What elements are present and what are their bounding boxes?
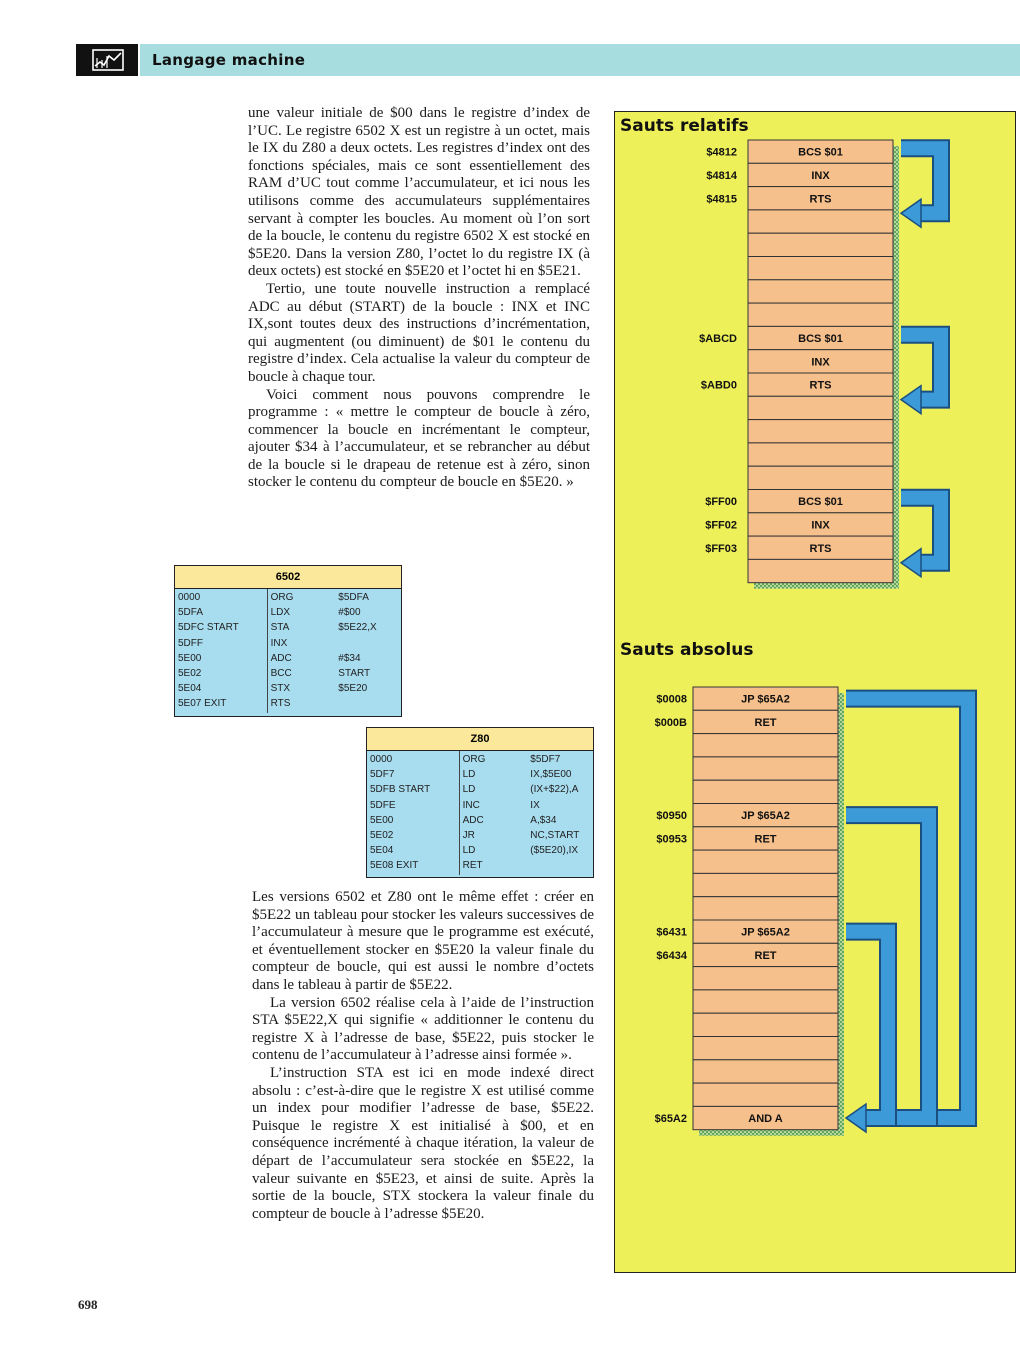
memory-cell [693, 990, 838, 1013]
memory-address: $65A2 [654, 1113, 687, 1126]
memory-cell-text: RET [754, 833, 777, 846]
memory-cell-text: RTS [809, 379, 832, 392]
jump-arrow [846, 932, 888, 1118]
memory-address: $0008 [656, 693, 687, 706]
code-operand: $5DFA [338, 592, 369, 603]
memory-cell-text: INX [811, 356, 830, 369]
code-mnemonic: LD [462, 784, 476, 796]
code-mnemonic: RET [462, 860, 483, 872]
paragraph: L’instruction STA est ici en mode indexé direct absolu : c’est-à-dire que le registre X est utilisé comme un index pour modifier l’adresse de base, $5E22. Puisque le registre X est initialisé à $00, et en conséquence incrémenté à chaque itération, la valeur de départ de l’accumulateur sera stockée en $5E22, la valeur suivante en $5E23, et ainsi de suite. Après la sortie de la boucle, STX stockera la valeur finale du compteur de boucle à l’adresse $5E20. [252, 1064, 594, 1222]
computer-chart-icon [76, 44, 138, 76]
code-operand: $5E20 [338, 683, 368, 695]
memory-cell-text: RTS [809, 542, 832, 555]
code-mnemonic: INC [462, 799, 480, 811]
memory-cell-text: INX [811, 169, 830, 182]
memory-cell [693, 897, 838, 920]
code-address: 5DFF [178, 637, 203, 649]
address-column [367, 751, 460, 875]
page-number: 698 [78, 1297, 98, 1312]
memory-cell-text: RET [754, 949, 777, 962]
relative-memory-column [699, 140, 899, 589]
jumps-diagram [614, 111, 1016, 1273]
code-mnemonic: BCC [270, 668, 292, 680]
text-column-bottom [252, 889, 594, 1223]
jump-arrowhead [901, 386, 921, 414]
code-operand: START [338, 668, 371, 680]
code-mnemonic: ADC [270, 652, 292, 664]
memory-cell-text: AND A [748, 1113, 783, 1126]
code-operand: #$34 [338, 652, 361, 664]
memory-cell [693, 850, 838, 873]
memory-address: $4814 [706, 169, 737, 182]
memory-cell-text: JP $65A2 [741, 810, 790, 823]
memory-cell [748, 257, 893, 280]
code-mnemonic: LDX [270, 607, 291, 619]
code-address: 5E07 EXIT [178, 698, 227, 710]
operand-column [527, 751, 593, 875]
memory-address: $FF00 [705, 496, 737, 509]
code-operand: ($5E20),IX [530, 845, 579, 857]
jump-arrowhead [901, 549, 921, 577]
memory-address: $6434 [656, 949, 687, 962]
memory-cell [748, 420, 893, 443]
memory-cell-text: INX [811, 519, 830, 532]
memory-cell [748, 233, 893, 256]
memory-address: $000B [654, 716, 687, 729]
code-address: 5DFC START [178, 622, 239, 634]
code-listing-title: 6502 [175, 566, 401, 589]
code-operand: $5DF7 [530, 754, 561, 765]
jump-arrowhead [846, 1104, 866, 1132]
memory-cell-text: JP $65A2 [741, 926, 790, 939]
code-address: 5E00 [178, 652, 202, 664]
code-address: 5E04 [178, 683, 202, 695]
memory-cell-text: BCS $01 [798, 496, 843, 509]
code-address: 5E08 EXIT [370, 860, 419, 872]
code-address: 0000 [370, 754, 393, 765]
memory-address: $ABD0 [700, 379, 737, 392]
memory-address: $0953 [656, 833, 687, 846]
jump-arrowhead [901, 199, 921, 227]
code-address: 5DFA [178, 607, 204, 619]
code-mnemonic: STX [270, 683, 291, 695]
memory-cell [693, 734, 838, 757]
memory-cell-text: JP $65A2 [741, 693, 790, 706]
section-logo [76, 44, 138, 76]
jump-arrow-outline [846, 699, 968, 1118]
memory-map-diagram [615, 112, 1015, 1272]
code-listing-body [367, 751, 593, 875]
code-listing-6502 [174, 565, 402, 717]
code-operand [338, 636, 398, 651]
memory-address: $0950 [656, 810, 687, 823]
code-address: 5E02 [178, 668, 202, 680]
memory-address: $FF03 [705, 542, 737, 555]
mnemonic-column [268, 589, 336, 713]
memory-address: $4812 [706, 146, 737, 159]
memory-cell [693, 1060, 838, 1083]
memory-cell [748, 559, 893, 582]
memory-address: $4815 [706, 193, 737, 206]
memory-address: $FF02 [705, 519, 737, 532]
memory-cell [693, 967, 838, 990]
absolute-jumps-title: Sauts absolus [620, 640, 754, 660]
paragraph: une valeur initiale de $00 dans le registre d’index de l’UC. Le registre 6502 X est un registre à un octet, mais le IX du Z80 a deux octets. Les registres d’index ont des fonctions spéciales, mais ce sont essentiellement des RAM d’UC tout comme l’accumulateur, et ici nous les utilisons comme des accumulateurs supplémentaires servant à compter les boucles. Au moment où l’on sort de la boucle, le contenu du registre 6502 X est stocké en $5E20. Dans la version Z80, l’octet lo du registre IX (à deux octets) est stocké en $5E20 et l’octet hi en $5E21. [248, 105, 590, 280]
memory-cell [693, 1037, 838, 1060]
code-address: 5DFE [370, 799, 396, 811]
memory-cell-text: RTS [809, 193, 832, 206]
code-mnemonic: ORG [270, 592, 294, 603]
memory-cell [748, 466, 893, 489]
section-title: Langage machine [152, 51, 306, 69]
memory-cell [693, 873, 838, 896]
memory-cell [748, 303, 893, 326]
code-mnemonic: RTS [270, 698, 291, 710]
relative-jumps-title: Sauts relatifs [620, 116, 749, 136]
paragraph: Tertio, une toute nouvelle instruction a remplacé ADC au début (START) de la boucle : INX et INC IX,sont toutes deux des instructions d’incrémentation, qui augmentent (ou diminuent) de $01 le contenu du registre d’index. Cela actualise la valeur du compteur de boucle à chaque tour. [248, 280, 590, 385]
code-listing-z80 [366, 727, 594, 878]
paragraph: La version 6502 réalise cela à l’aide de l’instruction STA $5E22,X qui signifie « additionner le contenu du registre X à l’adresse de base, $5E22, puis stocker le contenu de l’accumulateur à l’adresse ainsi formée ». [252, 994, 594, 1064]
code-mnemonic: JR [462, 830, 475, 842]
jump-arrow [846, 699, 968, 1118]
code-address: 5DFB START [370, 784, 431, 796]
paragraph: Voici comment nous pouvons comprendre le programme : « mettre le compteur de boucle à zéro, commencer la boucle en incrémentant le compteur, ajouter $34 à l’accumulateur, et se rebrancher au début de la boucle si le drapeau de retenue est à zéro, sinon stocker le contenu du compteur de boucle en $5E20. » [248, 386, 590, 491]
text-column-top [248, 105, 590, 492]
code-operand: #$00 [338, 607, 361, 619]
code-mnemonic: ADC [462, 814, 484, 826]
memory-cell [693, 1013, 838, 1036]
code-mnemonic: INX [270, 637, 288, 649]
code-address: 5E04 [370, 845, 394, 857]
address-column [175, 589, 268, 713]
memory-address: $ABCD [699, 333, 737, 346]
code-operand [338, 696, 398, 711]
code-address: 5DF7 [370, 769, 395, 781]
code-mnemonic: LD [462, 769, 476, 781]
code-operand: NC,START [530, 830, 580, 842]
memory-cell [748, 443, 893, 466]
code-mnemonic: LD [462, 845, 476, 857]
code-mnemonic: ORG [462, 754, 486, 765]
code-address: 5E02 [370, 830, 394, 842]
memory-cell-text: BCS $01 [798, 146, 843, 159]
code-operand: IX,$5E00 [530, 769, 572, 781]
absolute-memory-column [655, 687, 844, 1136]
memory-address: $6431 [656, 926, 687, 939]
memory-cell-text: BCS $01 [798, 333, 843, 346]
code-operand: IX [530, 799, 540, 811]
code-operand: $5E22,X [338, 622, 377, 634]
memory-cell [693, 1083, 838, 1106]
code-listing-body [175, 589, 401, 713]
memory-cell [693, 757, 838, 780]
code-operand: (IX+$22),A [530, 784, 579, 796]
operand-column [335, 589, 401, 713]
memory-cell [748, 210, 893, 233]
paragraph: Les versions 6502 et Z80 ont le même effet : créer en $5E22 un tableau pour stocker les valeurs successives de l’accumulateur à mesure que le programme est exécuté, et éventuellement stocker en $5E20 la valeur finale du compteur de boucle, qui est aussi le nombre d’octets dans le tableau à partir de $5E22. [252, 889, 594, 993]
code-operand [530, 858, 590, 873]
memory-cell [748, 396, 893, 419]
memory-cell [693, 780, 838, 803]
memory-cell [748, 280, 893, 303]
memory-cell-text: RET [754, 716, 777, 729]
code-address: 0000 [178, 592, 201, 603]
code-address: 5E00 [370, 814, 394, 826]
code-operand: A,$34 [530, 814, 557, 826]
code-listing-title: Z80 [367, 728, 593, 751]
mnemonic-column [460, 751, 528, 875]
code-mnemonic: STA [270, 622, 290, 634]
